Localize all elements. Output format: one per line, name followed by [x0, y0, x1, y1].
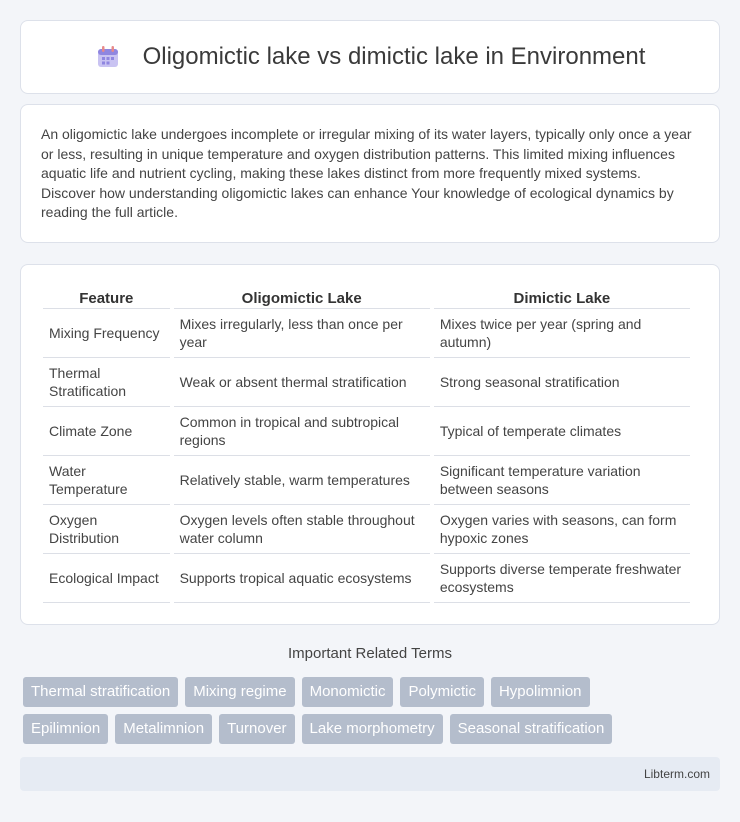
header-card	[20, 20, 720, 94]
cell-dimictic: Supports diverse temperate freshwater ecosystems	[434, 554, 690, 603]
cell-dimictic: Typical of temperate climates	[434, 407, 690, 456]
tag-row	[23, 677, 723, 707]
tag-epilimnion[interactable]: Epilimnion	[23, 714, 108, 744]
cell-oligomictic: Supports tropical aquatic ecosystems	[174, 554, 430, 603]
related-terms-title: Important Related Terms	[288, 645, 452, 662]
comparison-table	[39, 285, 694, 603]
cell-oligomictic: Oxygen levels often stable throughout water column	[174, 505, 430, 554]
table-row	[43, 554, 690, 603]
footer-link[interactable]: Libterm.com	[643, 767, 710, 781]
cell-feature: Ecological Impact	[43, 554, 170, 603]
cell-dimictic: Strong seasonal stratification	[434, 358, 690, 407]
footer	[20, 757, 720, 791]
header-dimictic: Dimictic Lake	[434, 285, 690, 309]
table-row	[43, 407, 690, 456]
header-oligomictic: Oligomictic Lake	[174, 285, 430, 309]
cell-oligomictic: Weak or absent thermal stratification	[174, 358, 430, 407]
cell-dimictic: Significant temperature variation between seasons	[434, 456, 690, 505]
tag-hypolimnion[interactable]: Hypolimnion	[491, 677, 590, 707]
intro-text: An oligomictic lake undergoes incomplete or irregular mixing of its water layers, typically only once a year or less, resulting in unique temperature and oxygen distribution patterns. This limited mixing influences aquatic life and nutrient cycling, making these lakes distinct from more frequently mixed systems. Discover how understanding oligomictic lakes can enhance Your knowledge of ecological dynamics by reading the full article.	[41, 126, 692, 220]
tag-seasonal-stratification[interactable]: Seasonal stratification	[450, 714, 613, 744]
cell-feature: Mixing Frequency	[43, 309, 170, 358]
tag-thermal-stratification[interactable]: Thermal stratification	[23, 677, 178, 707]
cell-oligomictic: Common in tropical and subtropical regions	[174, 407, 430, 456]
cell-dimictic: Mixes twice per year (spring and autumn)	[434, 309, 690, 358]
comparison-table-card	[20, 264, 720, 625]
page-title: Oligomictic lake vs dimictic lake in Environment	[142, 43, 646, 70]
table-row	[43, 456, 690, 505]
cell-dimictic: Oxygen varies with seasons, can form hypoxic zones	[434, 505, 690, 554]
table-row	[43, 505, 690, 554]
tag-monomictic[interactable]: Monomictic	[302, 677, 394, 707]
tag-polymictic[interactable]: Polymictic	[400, 677, 484, 707]
tag-row	[23, 714, 723, 744]
tag-turnover[interactable]: Turnover	[219, 714, 294, 744]
table-header-row	[43, 285, 690, 309]
cell-feature: Oxygen Distribution	[43, 505, 170, 554]
header-feature: Feature	[43, 285, 170, 309]
cell-oligomictic: Relatively stable, warm temperatures	[174, 456, 430, 505]
tag-lake-morphometry[interactable]: Lake morphometry	[302, 714, 443, 744]
calendar-icon	[95, 44, 121, 70]
table-row	[43, 358, 690, 407]
tag-mixing-regime[interactable]: Mixing regime	[185, 677, 294, 707]
cell-feature: Water Temperature	[43, 456, 170, 505]
intro-card	[20, 104, 720, 243]
table-row	[43, 309, 690, 358]
cell-feature: Thermal Stratification	[43, 358, 170, 407]
cell-feature: Climate Zone	[43, 407, 170, 456]
tag-metalimnion[interactable]: Metalimnion	[115, 714, 212, 744]
related-terms-tags	[23, 677, 723, 751]
cell-oligomictic: Mixes irregularly, less than once per year	[174, 309, 430, 358]
